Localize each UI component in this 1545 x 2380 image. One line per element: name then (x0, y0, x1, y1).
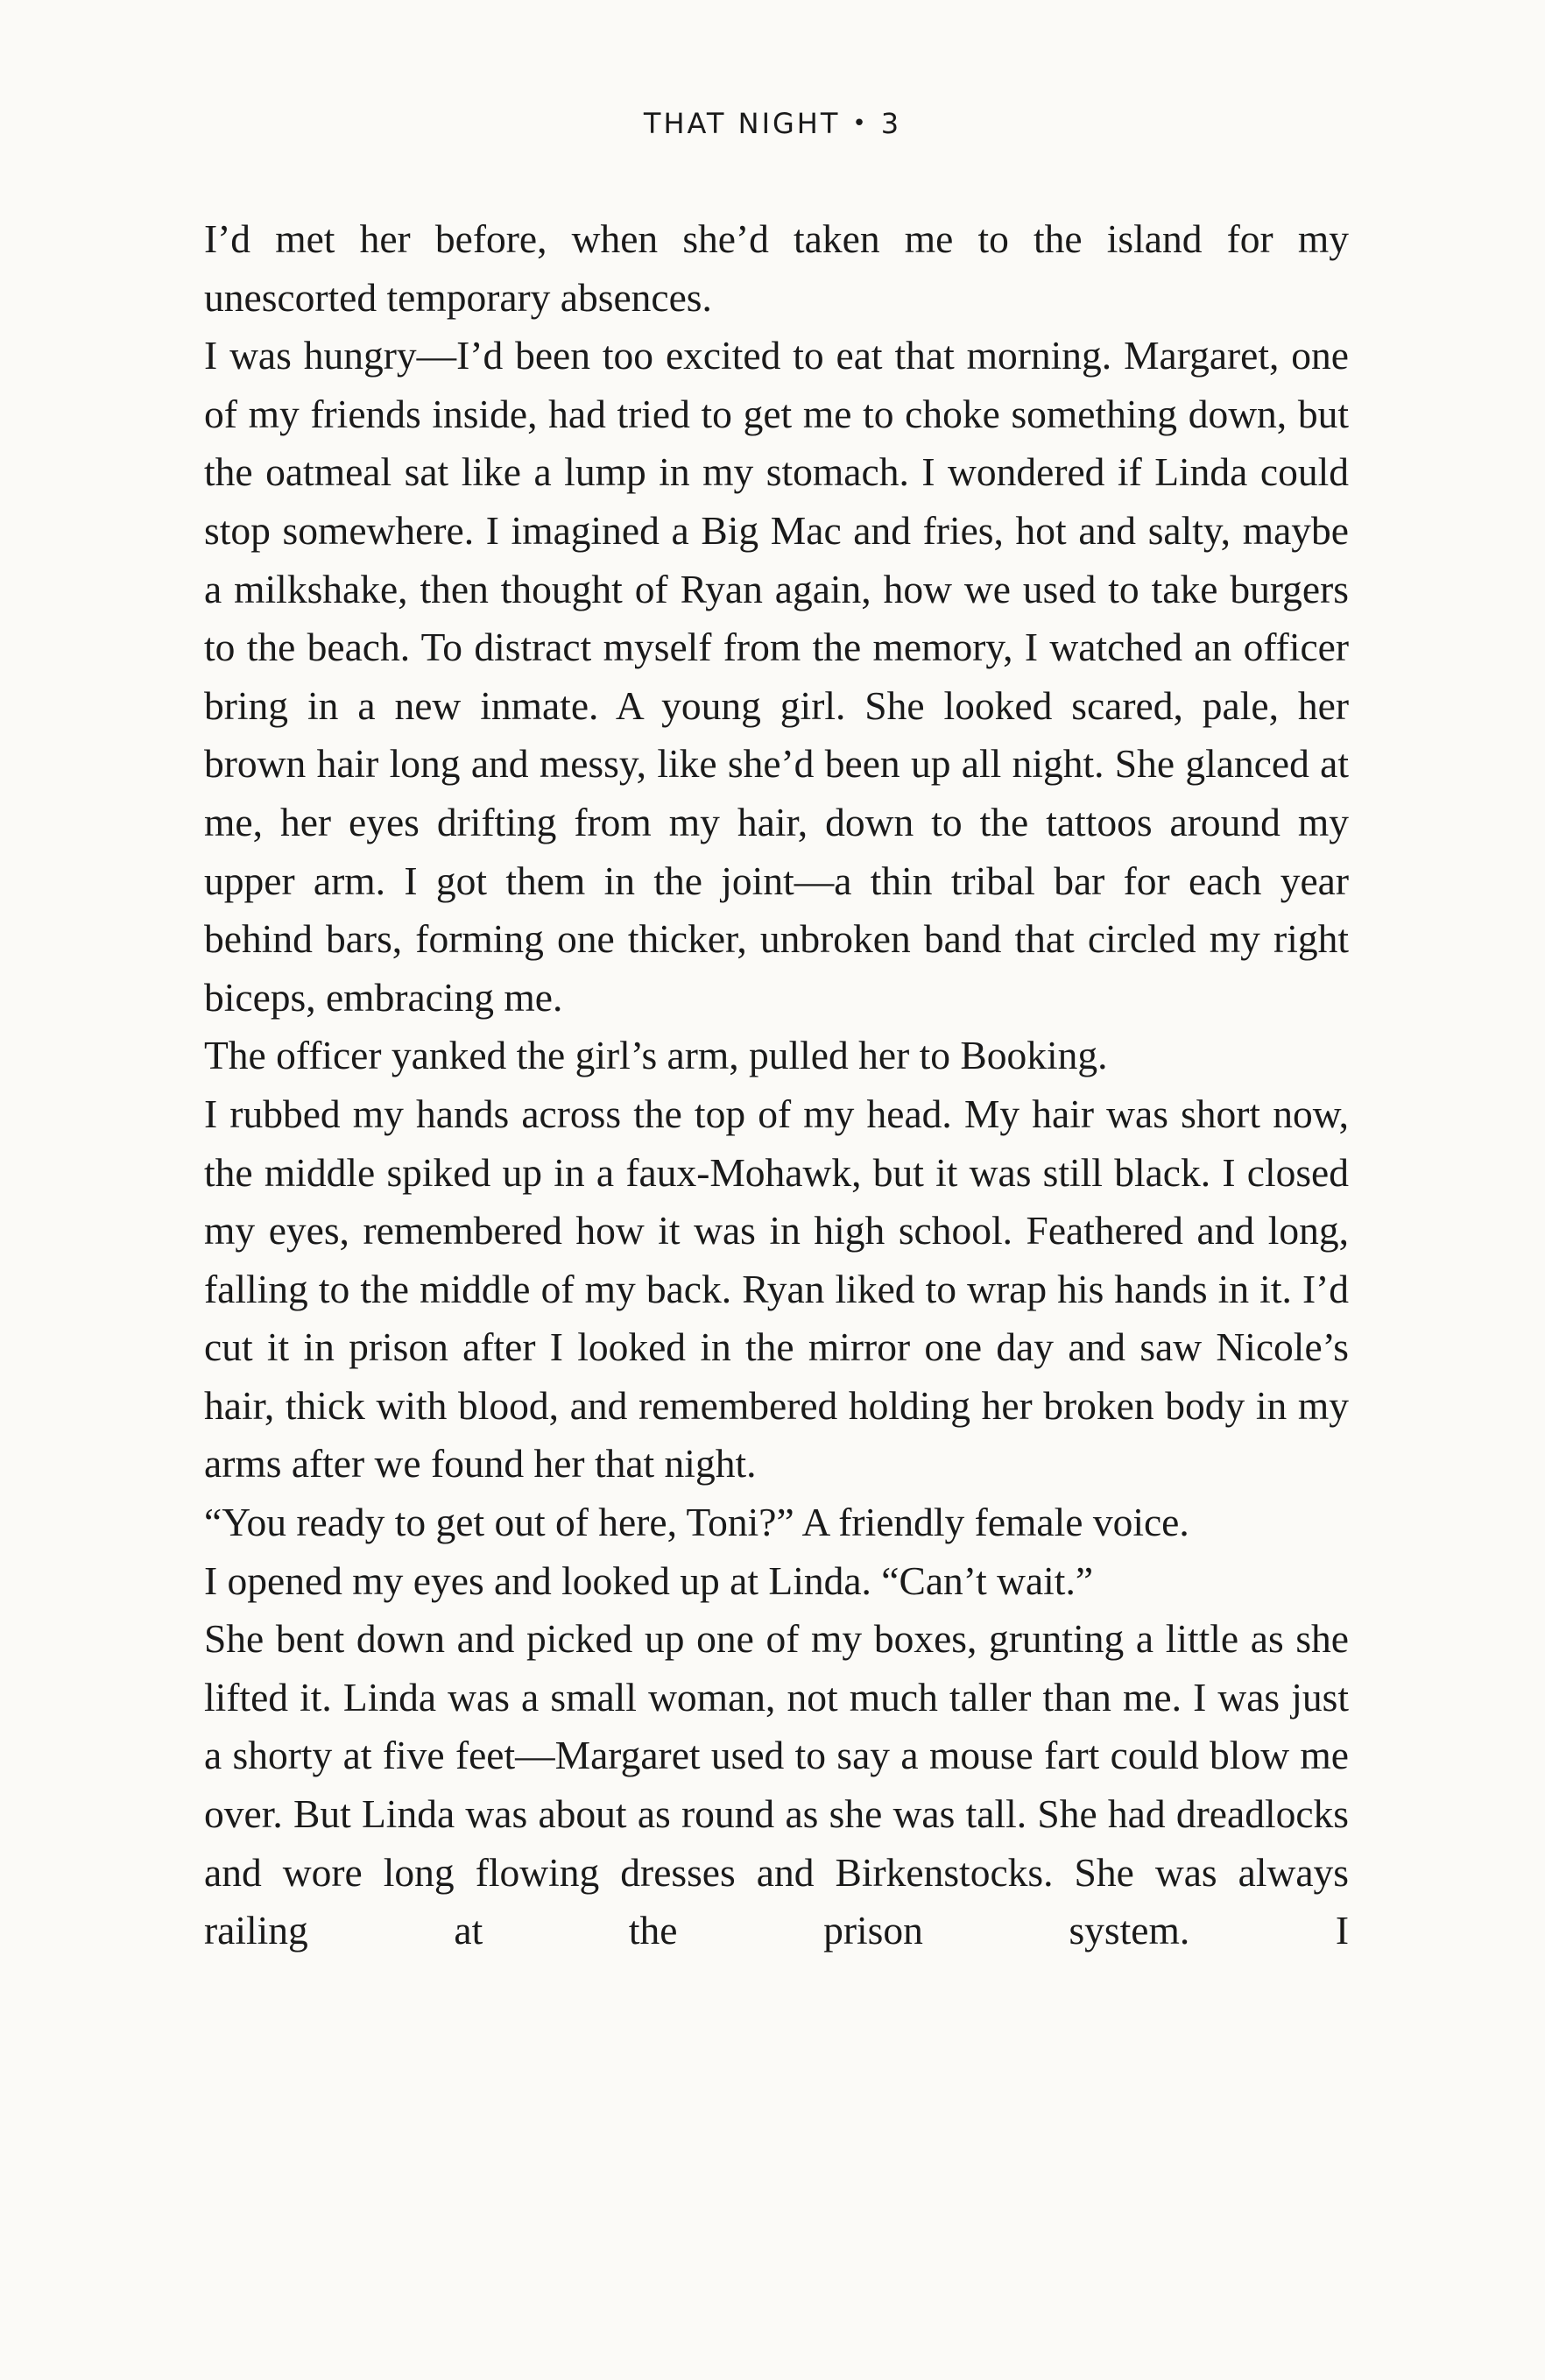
running-head-separator: • (852, 110, 869, 137)
paragraph-7: She bent down and picked up one of my boxes, grunting a little as she lifted it. Linda was a small woman, not much taller than me. I was just a shorty at five feet—Margaret used to say a mouse fart could blow me over. But Linda was about as round as she was tall. She had dreadlocks and wore long flowing dresses and Birkenstocks. She was always railing at the prison system. I (204, 1616, 1349, 1953)
running-head (0, 107, 1545, 140)
paragraph-2: I was hungry—I’d been too excited to eat that morning. Margaret, one of my friends inside, had tried to get me to choke something down, but the oatmeal sat like a lump in my stomach. I wondered if Linda could stop somewhere. I imagined a Big Mac and fries, hot and salty, maybe a milkshake, then thought of Ryan again, how we used to take burgers to the beach. To distract myself from the memory, I watched an officer bring in a new inmate. A young girl. She looked scared, pale, her brown hair long and messy, like she’d been up all night. She glanced at me, her eyes drifting from my hair, down to the tattoos around my upper arm. I got them in the joint—a thin tribal bar for each year behind bars, forming one thicker, unbroken band that circled my right biceps, embracing me. (204, 333, 1349, 1020)
body-text (204, 210, 1349, 1960)
page-number: 3 (880, 107, 902, 140)
paragraph-4: I rubbed my hands across the top of my head. My hair was short now, the middle spiked up in a faux-Mohawk, but it was still black. I closed my eyes, remembered how it was in high school. Feathered and long, falling to the middle of my back. Ryan liked to wrap his hands in it. I’d cut it in prison after I looked in the mirror one day and saw Nicole’s hair, thick with blood, and remembered holding her broken body in my arms after we found her that night. (204, 1091, 1349, 1487)
paragraph-6: I opened my eyes and looked up at Linda. “Can’t wait.” (204, 1557, 1094, 1603)
running-head-title: THAT NIGHT (643, 107, 841, 140)
paragraph-5: “You ready to get out of here, Toni?” A friendly female voice. (204, 1500, 1189, 1545)
paragraph-1: I’d met her before, when she’d taken me to the island for my unescorted temporary absences. (204, 216, 1349, 320)
paragraph-3: The officer yanked the girl’s arm, pulled her to Booking. (204, 1033, 1108, 1078)
